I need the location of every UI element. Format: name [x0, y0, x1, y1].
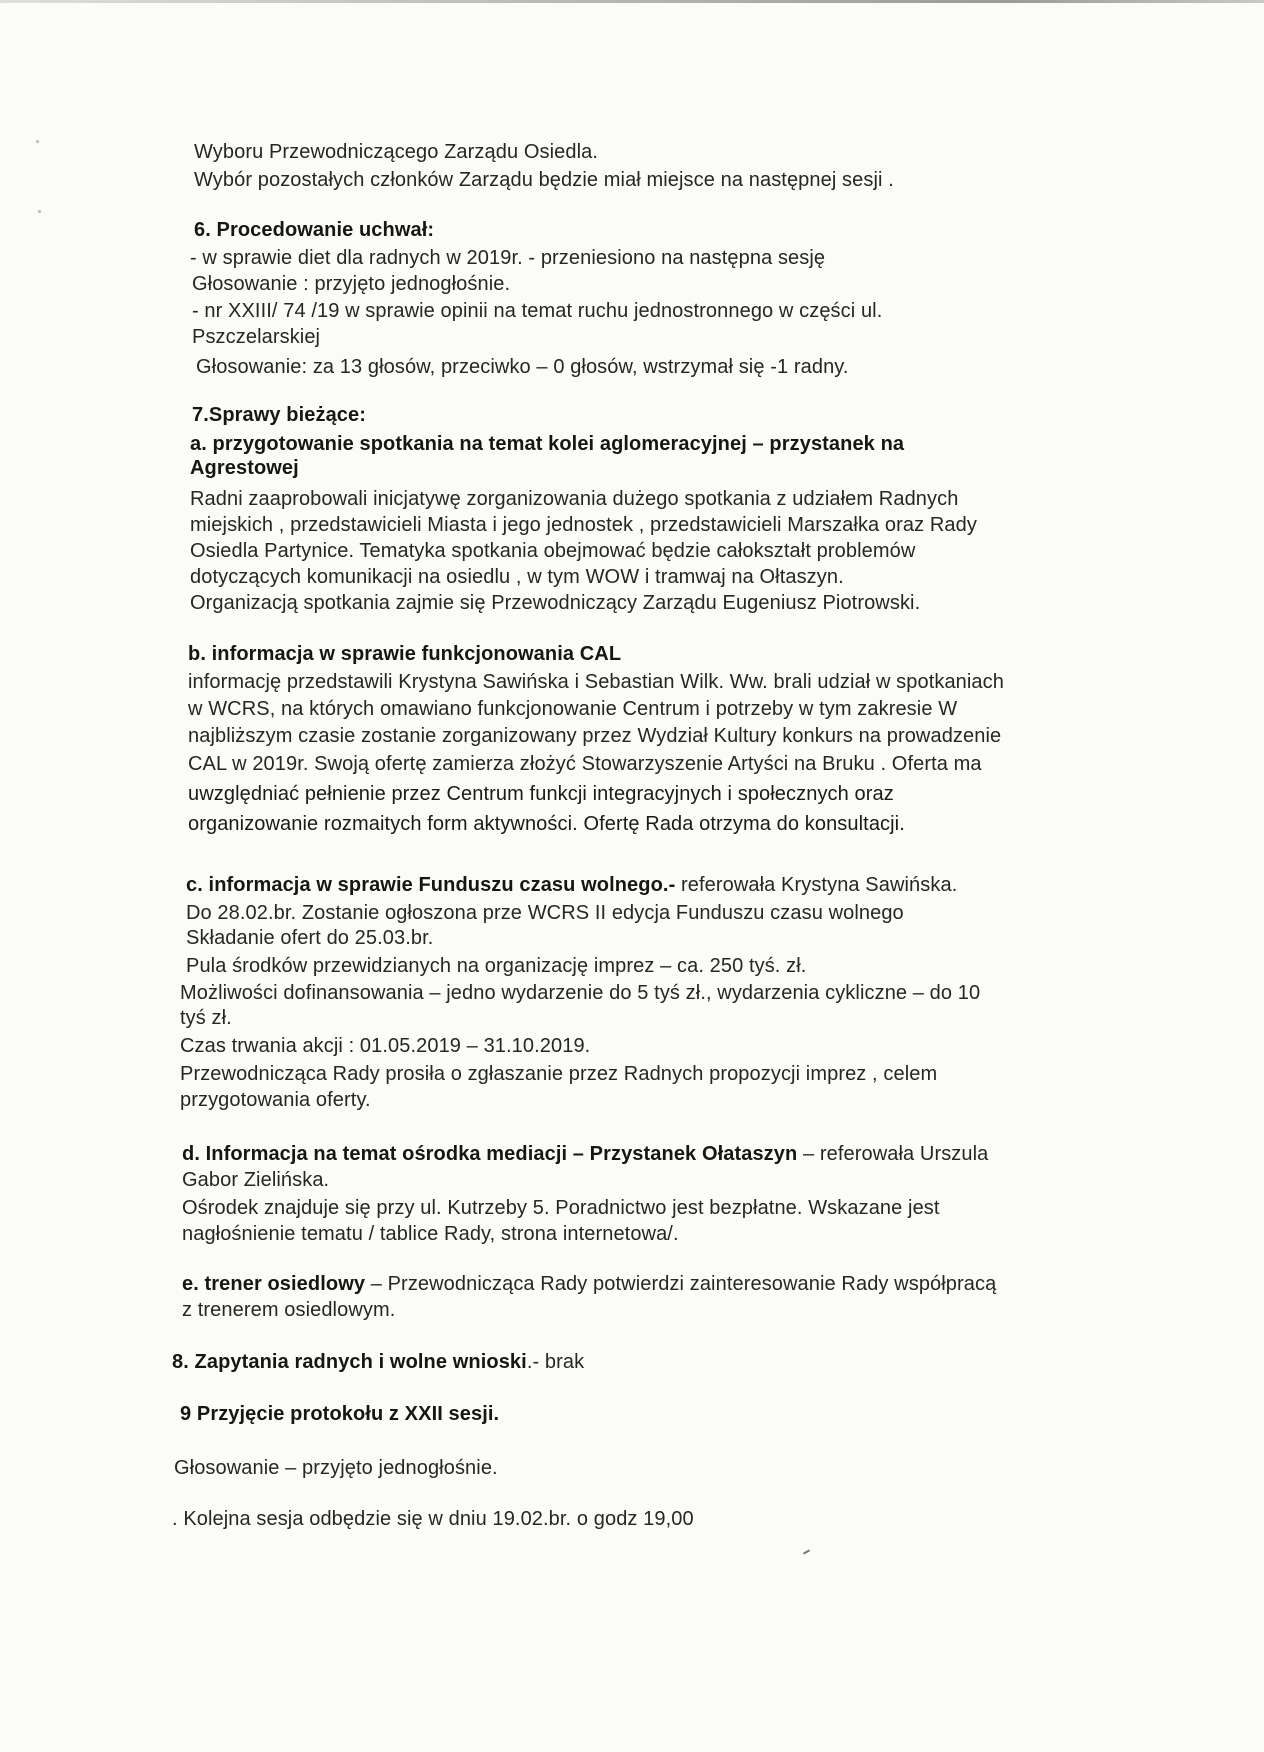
text-line: Głosowanie: za 13 głosów, przeciwko – 0 głosów, wstrzymał się -1 radny.	[196, 356, 849, 378]
text-line: Składanie ofert do 25.03.br.	[186, 927, 434, 949]
text-line: Osiedla Partynice. Tematyka spotkania obejmować będzie całokształt problemów	[190, 540, 916, 562]
text-line: - nr XXIII/ 74 /19 w sprawie opinii na temat ruchu jednostronnego w części ul.	[192, 300, 883, 322]
text-fragment: referowała Krystyna Sawińska.	[675, 874, 958, 896]
section-9-heading: 9 Przyjęcie protokołu z XXII sesji.	[180, 1403, 500, 1425]
section-7-heading: 7.Sprawy bieżące:	[192, 404, 367, 426]
subsection-a-heading: Agrestowej	[190, 457, 299, 479]
subsection-e-heading-line	[182, 1272, 996, 1296]
subsection-c-heading-line	[186, 873, 957, 897]
section-8-line	[172, 1350, 584, 1374]
next-session-line: . Kolejna sesja odbędzie się w dniu 19.02.br. o godz 19,00	[172, 1508, 694, 1530]
text-line: z trenerem osiedlowym.	[182, 1299, 396, 1321]
text-line: najbliższym czasie zostanie zorganizowany przez Wydział Kultury konkurs na prowadzenie	[188, 725, 1002, 747]
text-line: Głosowanie : przyjęto jednogłośnie.	[192, 273, 511, 295]
subsection-b-heading: b. informacja w sprawie funkcjonowania CAL	[188, 643, 622, 665]
section-6-heading: 6. Procedowanie uchwał:	[194, 219, 435, 241]
text-line: CAL w 2019r. Swoją ofertę zamierza złożyć Stowarzyszenie Artyści na Bruku . Oferta ma	[188, 753, 982, 775]
subsection-c-heading: c. informacja w sprawie Funduszu czasu wolnego.-	[186, 874, 676, 896]
text-line: Pszczelarskiej	[192, 326, 321, 348]
text-line: nagłośnienie tematu / tablice Rady, strona internetowa/.	[182, 1223, 679, 1245]
text-line: - w sprawie diet dla radnych w 2019r. - przeniesiono na następna sesję	[190, 247, 826, 269]
text-line: Organizacją spotkania zajmie się Przewodniczący Zarządu Eugeniusz Piotrowski.	[190, 592, 921, 614]
text-line: informację przedstawili Krystyna Sawińska i Sebastian Wilk. Ww. brali udział w spotkaniach	[188, 671, 1004, 693]
text-line: Ośrodek znajduje się przy ul. Kutrzeby 5. Poradnictwo jest bezpłatne. Wskazane jest	[182, 1197, 940, 1219]
text-line: Do 28.02.br. Zostanie ogłoszona prze WCRS II edycja Funduszu czasu wolnego	[186, 902, 904, 924]
subsection-a-heading: a. przygotowanie spotkania na temat kolei aglomeracyjnej – przystanek na	[190, 433, 905, 455]
text-line: Radni zaaprobowali inicjatywę zorganizowania dużego spotkania z udziałem Radnych	[190, 488, 959, 510]
text-line: Pula środków przewidzianych na organizację imprez – ca. 250 tyś. zł.	[186, 955, 807, 977]
text-line: dotyczących komunikacji na osiedlu , w tym WOW i tramwaj na Ołtaszyn.	[190, 566, 844, 588]
text-line: Wybór pozostałych członków Zarządu będzie miał miejsce na następnej sesji .	[194, 169, 894, 191]
text-line: uwzględniać pełnienie przez Centrum funkcji integracyjnych i społecznych oraz	[188, 783, 894, 805]
text-line: przygotowania oferty.	[180, 1089, 371, 1111]
text-line: Możliwości dofinansowania – jedno wydarzenie do 5 tyś zł., wydarzenia cykliczne – do 10	[180, 982, 981, 1004]
text-line: Czas trwania akcji : 01.05.2019 – 31.10.2019.	[180, 1035, 591, 1057]
subsection-d-heading: d. Informacja na temat ośrodka mediacji – Przystanek Ołataszyn	[182, 1143, 798, 1165]
text-fragment: – Przewodnicząca Rady potwierdzi zainteresowanie Rady współpracą	[365, 1273, 997, 1295]
text-line: Wyboru Przewodniczącego Zarządu Osiedla.	[194, 141, 599, 163]
subsection-d-heading-line	[182, 1142, 988, 1166]
subsection-e-heading: e. trener osiedlowy	[182, 1273, 366, 1295]
text-fragment: .- brak	[526, 1351, 585, 1373]
text-line: Przewodnicząca Rady prosiła o zgłaszanie przez Radnych propozycji imprez , celem	[180, 1063, 938, 1085]
text-line: w WCRS, na których omawiano funkcjonowanie Centrum i potrzeby w tym zakresie W	[188, 698, 958, 720]
text-line: Gabor Zielińska.	[182, 1169, 330, 1191]
text-fragment: – referowała Urszula	[797, 1143, 989, 1165]
text-line: Głosowanie – przyjęto jednogłośnie.	[174, 1457, 498, 1479]
text-line: tyś zł.	[180, 1007, 232, 1029]
text-line: miejskich , przedstawicieli Miasta i jego jednostek , przedstawicieli Marszałka oraz Rady	[190, 514, 977, 536]
section-8-heading: 8. Zapytania radnych i wolne wnioski	[172, 1351, 527, 1373]
pen-mark	[803, 1549, 810, 1554]
text-line: organizowanie rozmaitych form aktywności. Ofertę Rada otrzyma do konsultacji.	[188, 813, 905, 835]
